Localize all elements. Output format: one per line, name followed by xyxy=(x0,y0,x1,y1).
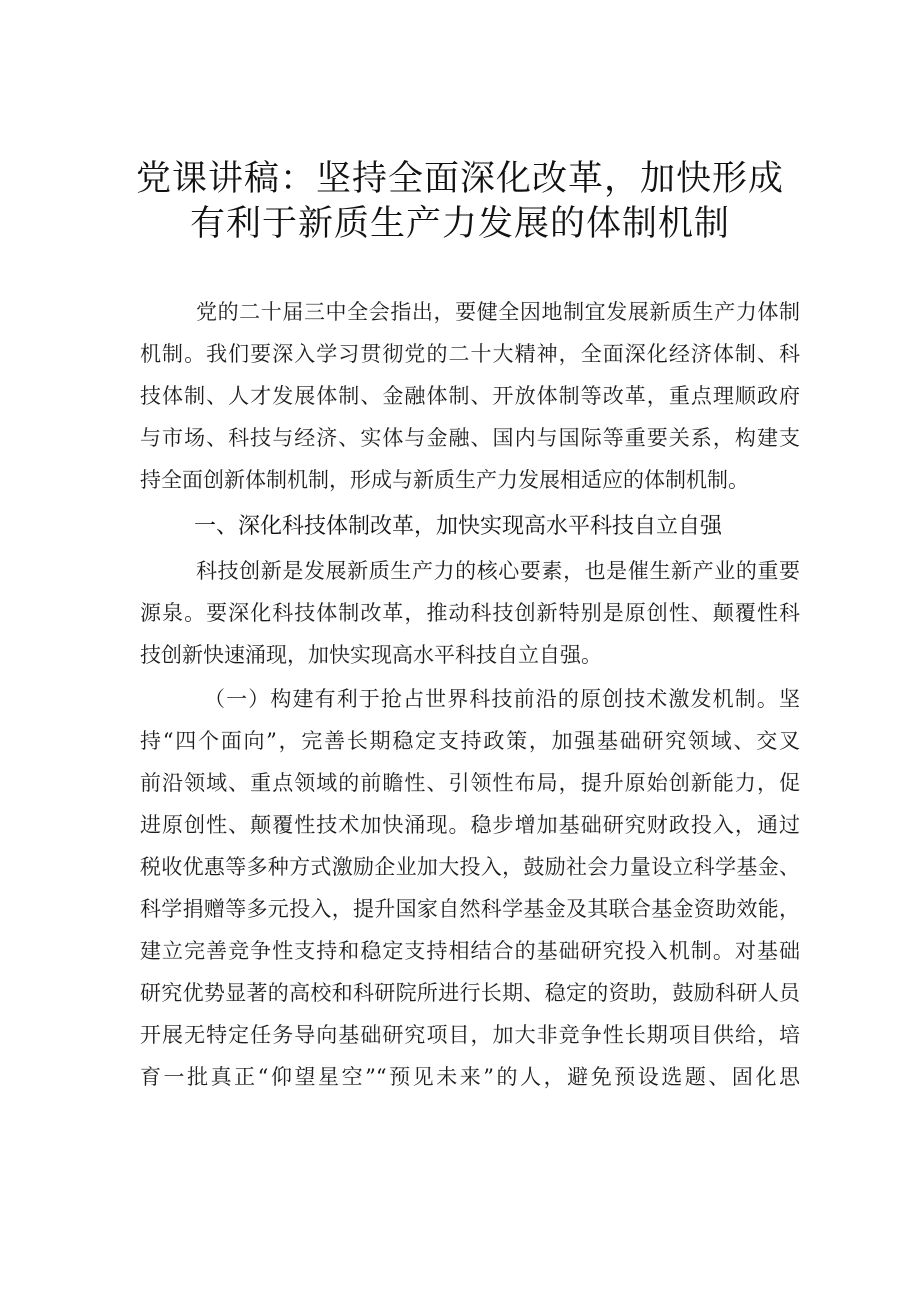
paragraph-1-line-2: 机制。我们要深入学习贯彻党的二十大精神，全面深化经济体制、科 xyxy=(140,342,800,366)
document-title-line-2: 有利于新质生产力发展的体制机制 xyxy=(189,204,730,244)
paragraph-3-line-2: 持“四个面向”，完善长期稳定支持政策，加强基础研究领域、交叉 xyxy=(140,729,800,753)
paragraph-3-line-4: 进原创性、颠覆性技术加快涌现。稳步增加基础研究财政投入，通过 xyxy=(140,813,800,837)
paragraph-2-line-2: 源泉。要深化科技体制改革，推动科技创新特别是原创性、颠覆性科 xyxy=(140,601,800,625)
paragraph-2-line-1: 科技创新是发展新质生产力的核心要素，也是催生新产业的重要 xyxy=(196,559,800,583)
paragraph-1-line-4: 与市场、科技与经济、实体与金融、国内与国际等重要关系，构建支 xyxy=(140,426,800,450)
section-heading-1: 一、深化科技体制改革，加快实现高水平科技自立自强 xyxy=(194,514,723,539)
paragraph-1-line-5: 持全面创新体制机制，形成与新质生产力发展相适应的体制机制。 xyxy=(140,468,749,492)
paragraph-2-line-3: 技创新快速涌现，加快实现高水平科技自立自强。 xyxy=(140,643,602,667)
paragraph-1-line-1: 党的二十届三中全会指出，要健全因地制宜发展新质生产力体制 xyxy=(196,300,800,324)
paragraph-3-line-5: 税收优惠等多种方式激励企业加大投入，鼓励社会力量设立科学基金、 xyxy=(140,855,800,879)
paragraph-3-line-8: 研究优势显著的高校和科研院所进行长期、稳定的资助，鼓励科研人员 xyxy=(140,981,800,1005)
paragraph-3-line-7: 建立完善竞争性支持和稳定支持相结合的基础研究投入机制。对基础 xyxy=(140,939,800,963)
paragraph-3-line-10: 育一批真正“仰望星空”“预见未来”的人，避免预设选题、固化思 xyxy=(140,1065,800,1089)
paragraph-3-line-1: （一）构建有利于抢占世界科技前沿的原创技术激发机制。坚 xyxy=(204,687,800,711)
paragraph-1-line-3: 技体制、人才发展体制、金融体制、开放体制等改革，重点理顺政府 xyxy=(140,384,800,408)
paragraph-3-line-6: 科学捐赠等多元投入，提升国家自然科学基金及其联合基金资助效能， xyxy=(140,897,800,921)
document-title-line-1: 党课讲稿：坚持全面深化改革，加快形成 xyxy=(135,159,784,199)
paragraph-3-line-3: 前沿领域、重点领域的前瞻性、引领性布局，提升原始创新能力，促 xyxy=(140,771,800,795)
paragraph-3-line-9: 开展无特定任务导向基础研究项目，加大非竞争性长期项目供给，培 xyxy=(140,1023,800,1047)
